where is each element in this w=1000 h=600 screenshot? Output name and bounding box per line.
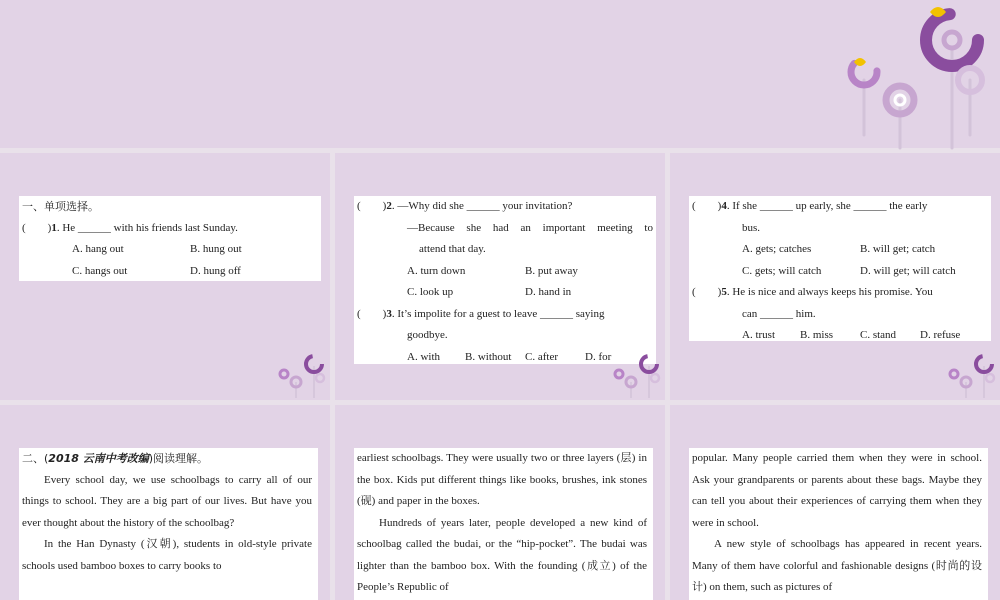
answer-blank[interactable]: ( ) xyxy=(357,307,387,320)
option-c: C. stand xyxy=(860,329,897,341)
slide-tile-5 xyxy=(335,405,665,600)
option-b: B. without xyxy=(465,350,512,363)
reading-card-3 xyxy=(689,448,988,600)
option-b: B. put away xyxy=(525,264,578,277)
option-d: D. for xyxy=(585,350,612,363)
option-d: D. refuse xyxy=(920,329,961,341)
options-row xyxy=(22,239,318,261)
flower-decoration-small-icon xyxy=(944,352,996,398)
question-3-line2: goodbye. xyxy=(407,329,448,341)
reading-card-1 xyxy=(19,448,318,600)
answer-blank[interactable]: ( ) xyxy=(692,200,722,212)
question-stem: . It’s impolite for a guest to leave ______ saying xyxy=(391,307,605,320)
question-number: 2 xyxy=(386,200,392,212)
question-4 xyxy=(692,196,988,218)
option-c: C. look up xyxy=(407,286,454,298)
question-number: 4 xyxy=(721,200,727,212)
question-card-2 xyxy=(354,196,656,364)
flower-decoration-small-icon xyxy=(274,352,326,398)
question-5 xyxy=(692,282,988,304)
section-2-heading: 二、(2018 云南中考改编)阅读理解。 xyxy=(22,452,209,465)
question-5-line2: can ______ him. xyxy=(742,307,816,320)
option-b: B. miss xyxy=(800,329,834,341)
option-d: D. hand in xyxy=(525,286,572,298)
flower-decoration-large-icon xyxy=(830,0,990,150)
question-number: 5 xyxy=(721,286,727,298)
options-row xyxy=(692,325,988,347)
answer-blank[interactable]: ( ) xyxy=(692,286,722,298)
exam-source: 2018 云南中考改编 xyxy=(48,452,149,465)
flower-decoration-small-icon xyxy=(609,352,661,398)
question-stem: . —Why did she ______ your invitation? xyxy=(391,200,573,212)
reading-card-2 xyxy=(354,448,653,600)
question-2-line3: attend that day. xyxy=(419,243,486,255)
question-number: 3 xyxy=(386,307,392,320)
option-b: B. will get; catch xyxy=(860,243,936,255)
option-c: C. after xyxy=(525,350,558,363)
option-a: A. gets; catches xyxy=(742,243,812,255)
slide-tile-3 xyxy=(670,153,1000,400)
slide-tile-2 xyxy=(335,153,665,400)
top-banner xyxy=(0,0,1000,148)
options-row xyxy=(692,239,988,261)
options-row xyxy=(357,261,653,283)
question-number: 1 xyxy=(51,221,57,234)
slide-tile-1 xyxy=(0,153,330,400)
option-a: A. with xyxy=(407,350,440,363)
option-d: D. hung off xyxy=(190,264,241,277)
option-b: B. hung out xyxy=(190,243,242,255)
question-stem: . He ______ with his friends last Sunday. xyxy=(56,221,238,234)
question-stem: . He is nice and always keeps his promise. You xyxy=(726,286,933,298)
paragraph: Hundreds of years later, people developed a new kind of schoolbag called the budai, or the “hip-pocket”. The budai was lighter than the bamboo box. With the founding (成立) of the People’s Republic of xyxy=(357,516,647,593)
options-row xyxy=(22,261,318,283)
paragraph: popular. Many people carried them when they were in school. Ask your grandparents or parents about these bags. Maybe they can tell you about their experiences of carrying them when they were in school. xyxy=(692,452,982,529)
question-stem: . If she ______ up early, she ______ the early xyxy=(726,200,928,212)
question-2 xyxy=(357,196,653,218)
options-row xyxy=(357,282,653,304)
question-1 xyxy=(22,218,318,240)
question-3 xyxy=(357,304,653,326)
question-card-3 xyxy=(689,196,991,341)
option-a: A. turn down xyxy=(407,264,466,277)
option-a: A. trust xyxy=(742,329,775,341)
answer-blank[interactable]: ( ) xyxy=(357,200,387,212)
slide-tile-4 xyxy=(0,405,330,600)
option-c: C. hangs out xyxy=(72,264,128,277)
answer-blank[interactable]: ( ) xyxy=(22,221,52,234)
paragraph: earliest schoolbags. They were usually two or three layers (层) in the box. Kids put different things like books, brushes, ink stones (砚) and paper in the boxes. xyxy=(357,452,647,507)
slide-tile-6 xyxy=(670,405,1000,600)
option-c: C. gets; will catch xyxy=(742,264,822,277)
question-card-1 xyxy=(19,196,321,281)
paragraph: Every school day, we use schoolbags to carry all of our things to school. They are a big part of our lives. But have you ever thought about the history of the schoolbag? xyxy=(22,473,312,529)
option-a: A. hang out xyxy=(72,243,124,255)
paragraph: In the Han Dynasty (汉朝), students in old-style private schools used bamboo boxes to carry books to xyxy=(22,538,312,572)
paragraph: A new style of schoolbags has appeared in recent years. Many of them have colorful and fashionable designs (时尚的设计) on them, such as pictures of xyxy=(692,538,982,593)
section-heading: 一、单项选择。 xyxy=(22,200,99,213)
question-2-line2: —Because she had an important meeting to xyxy=(407,221,653,234)
option-d: D. will get; will catch xyxy=(860,264,956,277)
question-4-line2: bus. xyxy=(742,221,761,234)
options-row xyxy=(692,261,988,283)
